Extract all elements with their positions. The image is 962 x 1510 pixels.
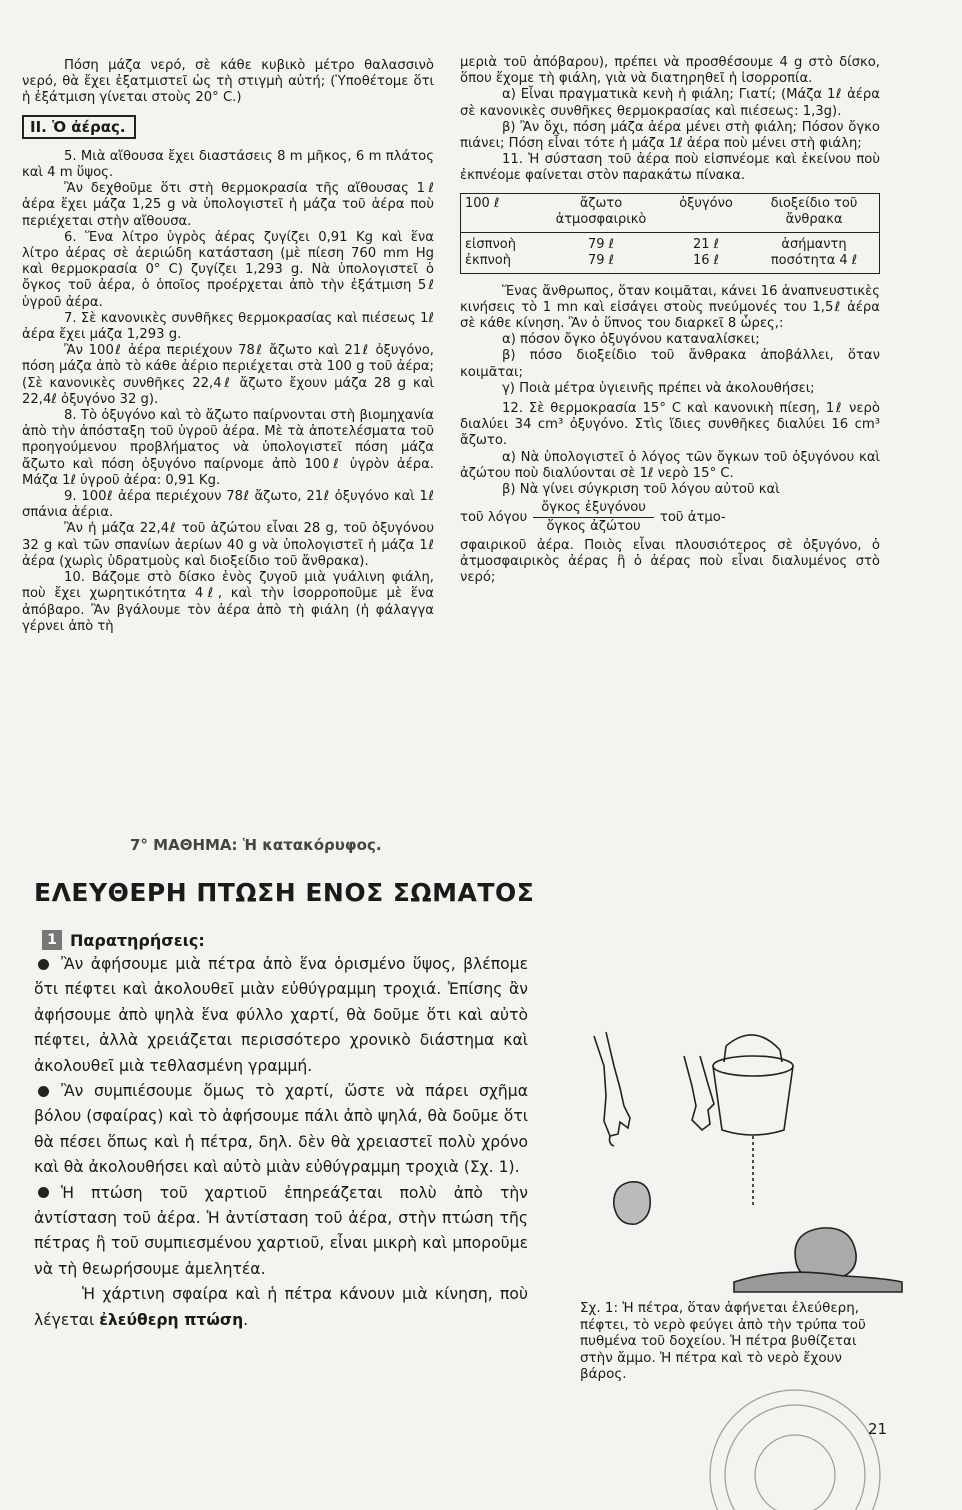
bullet-icon [38, 1187, 49, 1198]
problem-10-continued: μεριὰ τοῦ ἀπόβαρου), πρέπει νὰ προσθέσουμε 4 g στὸ δίσκο, ὅπου ἔχομε τὴ φιάλη, γιὰ νὰ διατηρηθεῖ ἡ ἰσορροπία. [460, 55, 880, 87]
page-number: 21 [868, 1420, 888, 1438]
observation-bullet-2 [34, 1079, 528, 1181]
right-column [460, 55, 880, 586]
problem-10-a: α) Εἶναι πραγματικὰ κενὴ ἡ φιάλη; Γιατί; (Μάζα 1ℓ ἀέρα σὲ κανονικὲς συνθῆκες θερμοκρασίας καὶ πιέσεως: 1,3g). [460, 87, 880, 119]
problem-6: 6. Ἕνα λίτρο ὑγρὸς ἀέρας ζυγίζει 0,91 Kg καὶ ἕνα λίτρο ἀέρας σὲ ἀεριώδη κατάσταση (μὲ πίεση 760 mm Hg καὶ θερμοκρασία 0° C) ζυγίζει 1,293 g. Νὰ ὑπολογιστεῖ ὁ ὄγκος τοῦ ἀέρα, ὁ ὁποῖος προέρχεται ἀπὸ τὴν ἐξάτμιση 5ℓ ὑγροῦ ἀέρα. [22, 229, 434, 310]
intro-paragraph: Πόση μάζα νερό, σὲ κάθε κυβικὸ μέτρο θαλασσινὸ νερό, θὰ ἔχει ἐξατμιστεῖ ὡς τὴ στιγμὴ αὐτή; (Ὑποθέτομε ὅτι ἡ ἐξάτμιση γίνεται στοὺς 20° C.) [22, 58, 434, 106]
table-cell: εἰσπνοὴ [465, 236, 516, 252]
table-header-row [461, 194, 879, 233]
problem-12-a: α) Νὰ ὑπολογιστεῖ ὁ λόγος τῶν ὄγκων τοῦ ὀξυγόνου καὶ ἀζώτου ποὺ διαλύονται σὲ 1ℓ νερὸ 15° C. [460, 449, 880, 481]
problem-11: 11. Ἡ σύσταση τοῦ ἀέρα ποὺ εἰσπνέομε καὶ ἐκείνου ποὺ ἐκπνέομε φαίνεται στὸν παρακάτω πίνακα. [460, 152, 880, 184]
problem-11-question-a: α) πόσον ὄγκο ὀξυγόνου καταναλίσκει; [502, 332, 760, 348]
air-composition-table [460, 193, 880, 274]
sand-icon [734, 1272, 902, 1292]
table-header-cell: ἄζωτο ἀτμοσφαιρικὸ [555, 195, 647, 227]
problem-10-b: β) Ἂν ὄχι, πόση μάζα ἀέρα μένει στὴ φιάλη; Πόσον ὄγκο πιάνει; Πόση εἶναι τότε ἡ μάζα 1ℓ ἀέρα ποὺ μένει στὴ φιάλη; [460, 119, 880, 152]
table-header-cell: διοξείδιο τοῦ ἄνθρακα [770, 195, 858, 227]
hand-icon [594, 1032, 630, 1146]
problem-5-text: Ἂν δεχθοῦμε ὅτι στὴ θερμοκρασία τῆς αἴθουσας 1ℓ ἀέρα ἔχει μάζα 1,25 g νὰ ὑπολογιστεῖ ἡ μάζα τοῦ ἀέρα ποὺ περιέχεται στὴν αἴθουσα. [22, 181, 434, 229]
definition-text: Ἡ χάρτινη σφαίρα καὶ ἡ πέτρα κάνουν μιὰ κίνηση, ποὺ λέγεται [34, 1285, 528, 1329]
free-fall-term: ἐλεύθερη πτώση [99, 1310, 244, 1329]
table-row [461, 237, 879, 253]
problem-11-question-b: β) πόσο διοξείδιο τοῦ ἄνθρακα ἀποβάλλει, ὅταν κοιμᾶται; [460, 348, 880, 380]
hand-icon [684, 1056, 714, 1130]
table-row [461, 253, 879, 269]
observation-bullet-3 [34, 1181, 528, 1283]
problem-7: 7. Σὲ κανονικὲς συνθῆκες θερμοκρασίας καὶ πιέσεως 1ℓ ἀέρα ἔχει μάζα 1,293 g. [22, 310, 434, 343]
fraction-suffix: τοῦ ἀτμο- [659, 509, 726, 525]
problem-12-b: β) Νὰ γίνει σύγκριση τοῦ λόγου αὐτοῦ καὶ [502, 482, 780, 498]
problem-11-question-c: γ) Ποιὰ μέτρα ὑγιεινῆς πρέπει νὰ ἀκολουθήσει; [502, 380, 815, 396]
main-title: ΕΛΕΥΘΕΡΗ ΠΤΩΣΗ ΕΝΟΣ ΣΩΜΑΤΟΣ [34, 878, 535, 907]
free-fall-definition [34, 1282, 528, 1333]
table-cell: 79 ℓ [587, 252, 615, 268]
problem-5: 5. Μιὰ αἴθουσα ἔχει διαστάσεις 8 m μῆκος, 6 m πλάτος καὶ 4 m ὕψος. [22, 148, 434, 181]
lesson-label: 7° ΜΑΘΗΜΑ: Ἡ κατακόρυφος. [130, 836, 382, 854]
problem-8: 8. Τὸ ὀξυγόνο καὶ τὸ ἄζωτο παίρνονται στὴ βιομηχανία ἀπὸ τὴν ἀπόσταξη τοῦ ὑγροῦ ἀέρα. Μὲ τὰ ἀποτελέσματα τοῦ προηγούμενου προβλήματος νὰ ὑπολογιστεῖ πόση μάζα ἄζωτο καὶ πόση ὀξυγόνο παίρνομε ἀπὸ 100ℓ ὑγρὸν ἀέρα. Μάζα 1ℓ ὑγροῦ ἀέρα: 0,91 Kg. [22, 408, 434, 488]
table-cell: ποσότητα 4 ℓ [770, 252, 858, 268]
left-column [22, 58, 434, 635]
section-number-badge: 1 [42, 930, 62, 950]
problem-9: 9. 100ℓ ἀέρα περιέχουν 78ℓ ἄζωτο, 21ℓ ὀξυγόνο καὶ 1ℓ σπάνια ἀέρια. [22, 489, 434, 521]
library-stamp [700, 1380, 890, 1510]
table-cell: 21 ℓ [692, 236, 720, 252]
problem-12: 12. Σὲ θερμοκρασία 15° C καὶ κανονικὴ πίεση, 1ℓ νερὸ διαλύει 34 cm³ ὀξυγόνο. Στὶς ἴδιες συνθῆκες διαλύει 16 cm³ ἄζωτο. [460, 401, 880, 449]
table-header-cell: 100 ℓ [465, 195, 500, 211]
stone-icon [614, 1182, 650, 1224]
table-cell: ἀσήμαντη [781, 236, 847, 252]
bullet-icon [38, 1086, 49, 1097]
ratio-fraction [460, 500, 880, 535]
observation-text: Ἂν συμπιέσουμε ὅμως τὸ χαρτί, ὥστε νὰ πάρει σχῆμα βόλου (σφαίρας) καὶ τὸ ἀφήσουμε πάλι ἀπὸ ψηλά, θὰ δοῦμε ὅτι θὰ πέσει ὅπως καὶ ἡ πέτρα, δηλ. δὲν θὰ χρειαστεῖ πολὺ χρόνο καὶ θὰ ἀκολουθήσει καὶ αὐτὸ μιὰν εὐθύγραμμη τροχιὰ (Σχ. 1). [34, 1082, 528, 1177]
table-header-cell: ὀξυγόνο [679, 195, 733, 211]
falling-objects-illustration [584, 1026, 906, 1298]
fraction-denominator: ὄγκος ἀζώτου [546, 519, 641, 535]
problem-12-c: σφαιρικοῦ ἀέρα. Ποιὸς εἶναι πλουσιότερος σὲ ὀξυγόνο, ὁ ἀτμοσφαιρικὸς ἀέρας ἢ ὁ ἀέρας ποὺ εἶναι διαλυμένος στὸ νερό; [460, 537, 880, 586]
fraction-numerator: ὄγκος ἐξυγόνου [533, 500, 654, 518]
observations-heading [42, 930, 205, 950]
table-cell: 16 ℓ [692, 252, 720, 268]
problem-10: 10. Βάζομε στὸ δίσκο ἑνὸς ζυγοῦ μιὰ γυάλινη φιάλη, ποὺ ἔχει χωρητικότητα 4ℓ, καὶ τὴν ἰσορροποῦμε μὲ ἕνα ἀπόβαρο. Ἂν βγάλουμε τὸν ἀέρα ἀπὸ τὴ φιάλη (ἡ φάλαγγα γέρνει ἀπὸ τὴ [22, 570, 434, 634]
observation-text: Ἂν ἀφήσουμε μιὰ πέτρα ἀπὸ ἕνα ὁρισμένο ὕψος, βλέπομε ὅτι πέφτει καὶ ἀκολουθεῖ μιὰν εὐθύγραμμη τροχιά. Ἐπίσης ἂν ἀφήσουμε ἀπὸ ψηλὰ ἕνα φύλλο χαρτί, θὰ δοῦμε ὅτι καὶ αὐτὸ πέφτει, ἀλλὰ χρειάζεται περισσότερο χρονικὸ διάστημα καὶ ἀκολουθεῖ μιὰ τεθλασμένη γραμμή. [34, 955, 528, 1075]
problem-9-text: Ἂν ἡ μάζα 22,4ℓ τοῦ ἀζώτου εἶναι 28 g, τοῦ ὀξυγόνου 32 g καὶ τῶν σπανίων ἀερίων 40 g νὰ ὑπολογιστεῖ ἡ μάζα 1ℓ ἀέρα (χωρὶς ὑδρατμοὺς καὶ διοξείδιο τοῦ ἄνθρακα). [22, 521, 434, 569]
section-heading-air: II. Ὁ ἀέρας. [22, 115, 136, 139]
bucket-icon [713, 1035, 793, 1206]
figure-caption: Σχ. 1: Ἡ πέτρα, ὅταν ἀφήνεται ἐλεύθερη, πέφτει, τὸ νερὸ φεύγει ἀπὸ τὴν τρύπα τοῦ πυθμένα τοῦ δοχείου. Ἡ πέτρα βυθίζεται στὴν ἄμμο. Ἡ πέτρα καὶ τὸ νερὸ ἔχουν βάρος. [580, 1300, 866, 1382]
problem-11-text: Ἕνας ἄνθρωπος, ὅταν κοιμᾶται, κάνει 16 ἀναπνευστικὲς κινήσεις τὸ 1 mn καὶ εἰσάγει στοὺς πνεύμονές του 1,5ℓ ἀέρα σὲ κάθε κίνηση. Ἂν ὁ ὕπνος του διαρκεῖ 8 ὧρες,: [460, 283, 880, 332]
observation-bullet-1 [34, 952, 528, 1079]
observations-heading-text: Παρατηρήσεις: [70, 930, 205, 950]
problem-7-text: Ἂν 100ℓ ἀέρα περιέχουν 78ℓ ἄζωτο καὶ 21ℓ ὀξυγόνο, πόση μάζα ἀπὸ τὸ κάθε ἀέριο περιέχεται στὰ 100 g τοῦ ἀέρα; (Σὲ κανονικὲς συνθῆκες 22,4ℓ ἄζωτο ἔχουν μάζα 28 g καὶ 22,4ℓ ὀξυγόνο 32 g). [22, 343, 434, 407]
observations-body [34, 952, 528, 1333]
table-cell: ἐκπνοὴ [465, 252, 511, 268]
definition-period: . [243, 1310, 249, 1329]
fraction-prefix: τοῦ λόγου [460, 509, 528, 525]
table-cell: 79 ℓ [587, 236, 615, 252]
observation-text: Ἡ πτώση τοῦ χαρτιοῦ ἐπηρεάζεται πολὺ ἀπὸ τὴν ἀντίσταση τοῦ ἀέρα. Ἡ ἀντίσταση τοῦ ἀέρα, στὴν πτώση τῆς πέτρας ἢ τοῦ συμπιεσμένου χαρτιοῦ, εἶναι μικρὴ καὶ μποροῦμε νὰ τὴ θεωρήσουμε ἀμελητέα. [34, 1183, 528, 1278]
bullet-icon [38, 959, 49, 970]
